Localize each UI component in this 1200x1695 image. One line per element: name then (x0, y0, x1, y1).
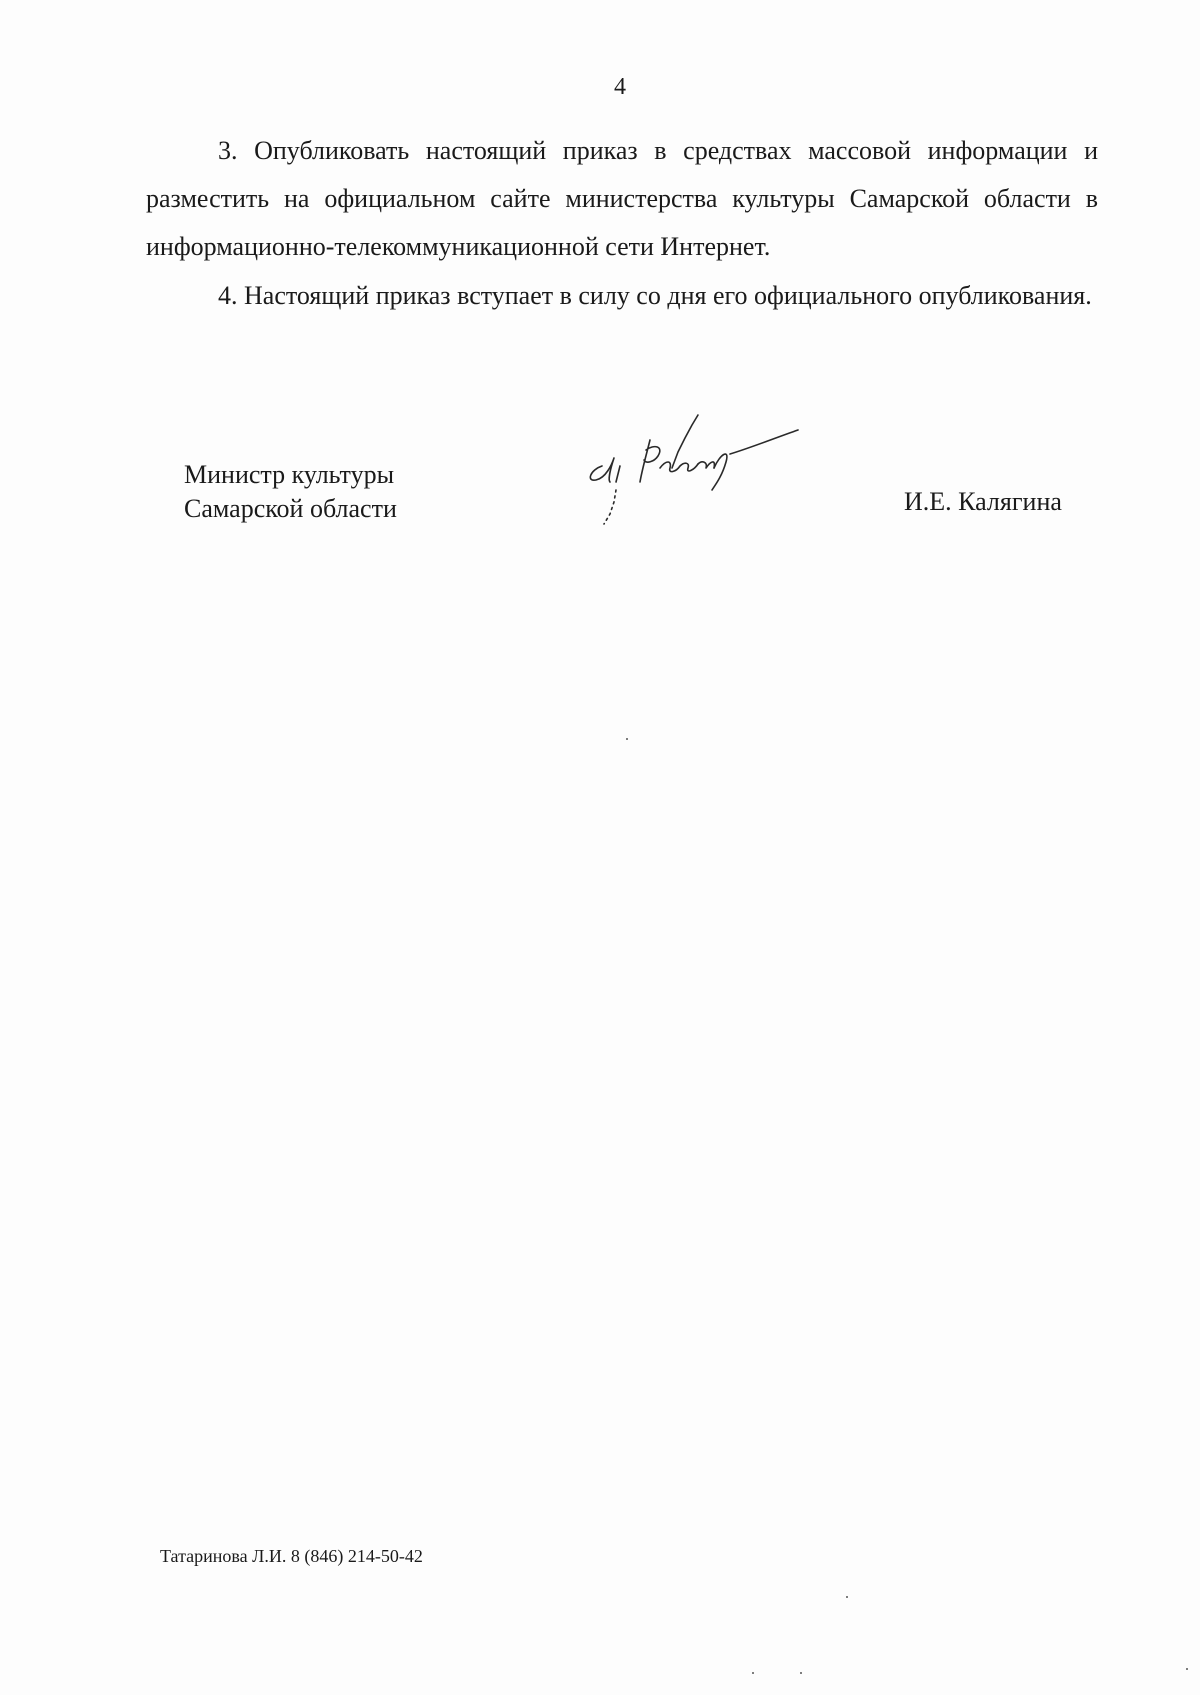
scan-speck (800, 1672, 802, 1674)
scan-speck (752, 1672, 754, 1674)
scan-speck (846, 1596, 848, 1598)
page-number: 4 (614, 74, 626, 100)
signatory-position (184, 458, 397, 526)
paragraph-3-text: 3. Опубликовать настоящий приказ в средствах массовой информации и разместить на официальном сайте министерства культуры Самарской области в информационно-телекоммуникационной сети Интернет. (146, 136, 1098, 261)
executor-contact: Татаринова Л.И. 8 (846) 214-50-42 (160, 1546, 423, 1566)
signatory-position-line-1: Министр культуры (184, 460, 395, 489)
signatory-position-line-2: Самарской области (184, 494, 397, 523)
signatory-name: И.Е. Калягина (904, 487, 1062, 516)
scan-speck (1186, 1668, 1188, 1670)
handwritten-signature (580, 410, 820, 560)
paragraph-4 (146, 272, 1098, 320)
paragraph-3 (146, 127, 1098, 271)
scan-speck (626, 738, 628, 740)
paragraph-4-text: 4. Настоящий приказ вступает в силу со дня его официального опубликования. (218, 281, 1092, 310)
